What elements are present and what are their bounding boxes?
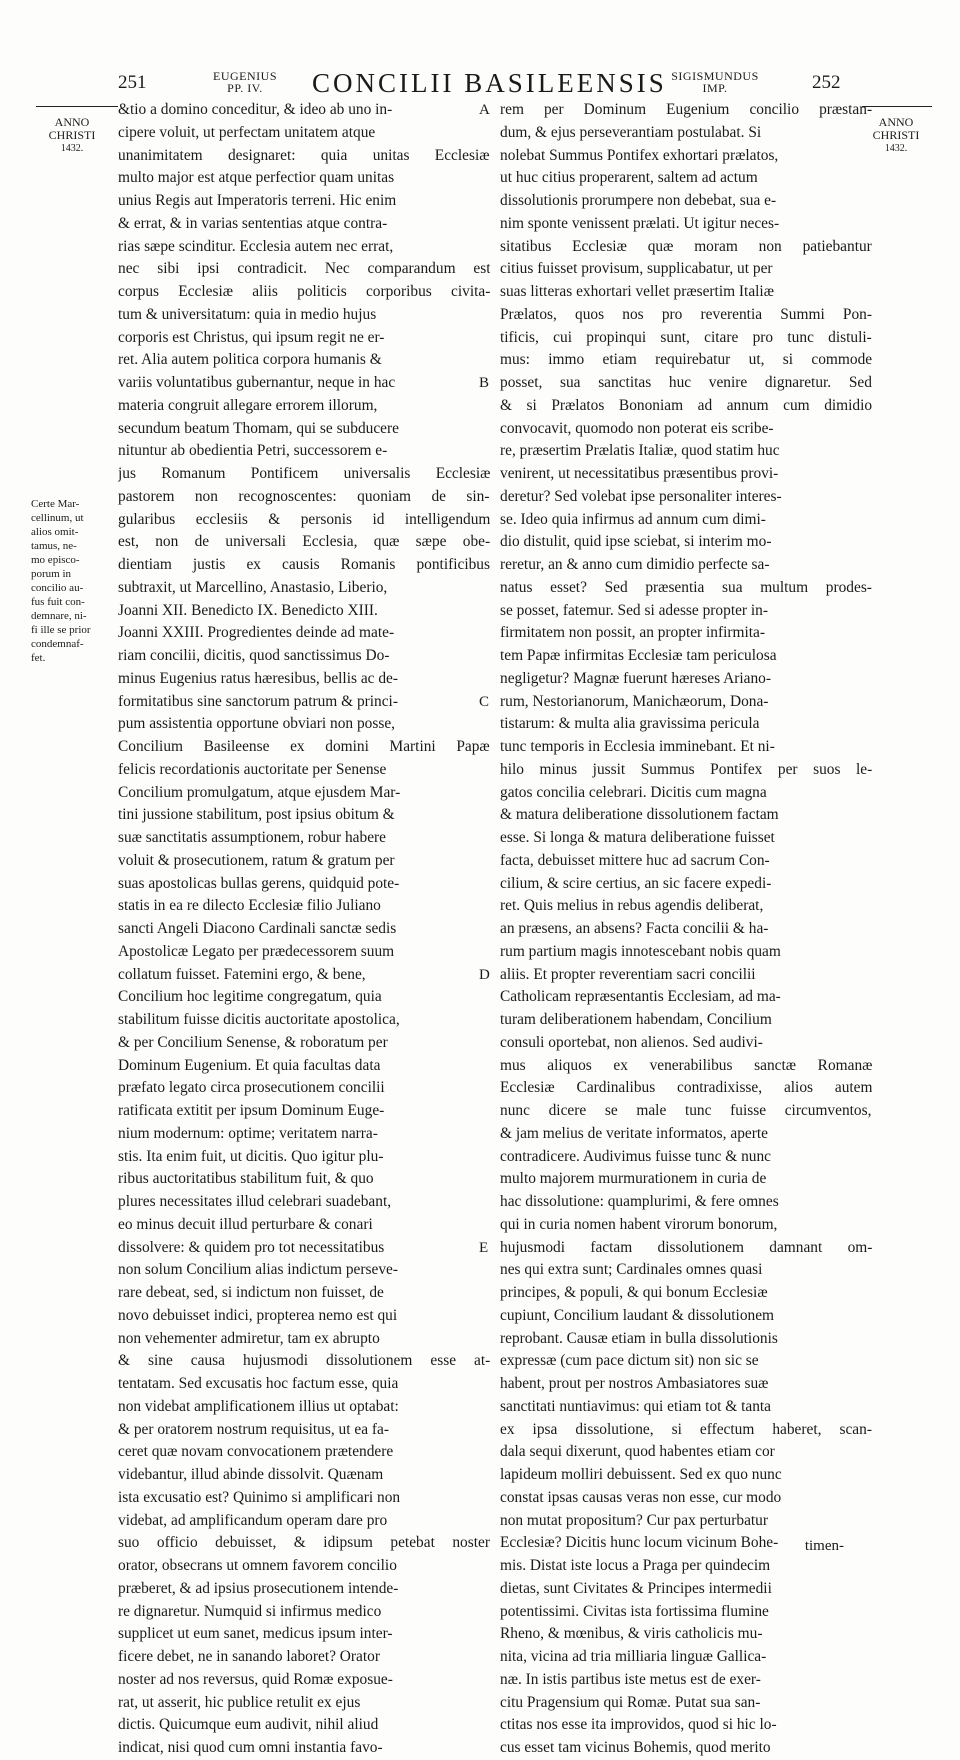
text-line: Rheno, & mœnibus, & viris catholicis mu-: [500, 1625, 763, 1643]
text-line: videbat, ad amplificandum operam dare pro: [118, 1511, 388, 1529]
text-line: & per Concilium Senense, & roboratum per: [118, 1033, 388, 1051]
text-line: cellinum, ut: [31, 512, 84, 524]
text-line: re, præsertim Prælatis Italiæ, quod statim huc: [500, 442, 780, 460]
text-line: ctitas nos esse ita improvidos, quod si hic lo-: [500, 1716, 777, 1734]
text-line: dissolvere: & quidem pro tot necessitatibus: [118, 1238, 385, 1256]
text-line: non mutat propositum? Cur pax perturbatur: [500, 1511, 768, 1529]
text-line: porum in: [31, 568, 72, 580]
text-line: plures necessitates illud celebrari suadebant,: [118, 1193, 392, 1210]
text-line: sitatibus Ecclesiæ quæ moram non patiebantur: [500, 237, 872, 255]
text-line: sanctitati nuntiavimus: qui etiam tot & tanta: [500, 1397, 771, 1415]
pope-number: PP. IV.: [227, 81, 263, 95]
text-line: Ecclesiæ? Dicitis hunc locum vicinum Bohe-: [500, 1534, 779, 1552]
text-line: mis. Distat iste locus a Praga per quindecim: [500, 1557, 771, 1574]
text-line: convocavit, quomodo non poterat eis scribe-: [500, 419, 774, 437]
page-number-right: 252: [812, 72, 841, 93]
text-line: mo episco-: [31, 554, 80, 566]
text-line: formitatibus sine sanctorum patrum & princi-: [118, 692, 398, 710]
text-line: collatum fuisset. Fatemini ergo, & bene,: [118, 965, 366, 983]
text-line: an præsens, an absens? Facta concilii & ha-: [500, 920, 769, 937]
text-line: cipere voluit, ut perfectam unitatem atque: [118, 123, 376, 141]
text-line: & matura deliberatione dissolutionem factam: [500, 806, 779, 824]
text-line: natus esset? Sed præsentia sua multum prodes-: [500, 578, 872, 596]
pope-heading: [200, 70, 290, 94]
text-line: tini jussione stabilitum, post ipsius obitum &: [118, 806, 395, 824]
text-line: ficere debet, ne in sanando laboret? Orator: [118, 1648, 380, 1665]
text-line: gatos concilia celebrari. Dicitis cum magna: [500, 783, 767, 801]
anno-label: ANNO: [54, 115, 90, 129]
text-line: & sine causa hujusmodi dissolutionem esse at-: [118, 1352, 490, 1370]
text-line: Concilium Basileense ex domini Martini Papæ: [118, 738, 490, 755]
christi-label: CHRISTI: [872, 128, 920, 142]
section-marker-c: C: [479, 694, 490, 710]
text-line: rare debeat, sed, si indictum non fuisset, de: [118, 1284, 384, 1301]
text-line: negligetur? Magnæ fuerunt hæreses Ariano-: [500, 669, 771, 687]
text-line: reretur, an & anno cum dimidio perfecte sa-: [500, 556, 770, 573]
text-line: contradicere. Audivimus fuisse tunc & nunc: [500, 1147, 771, 1165]
text-line: corporis est Christus, qui ipsum regit ne er-: [118, 328, 385, 346]
text-line: reprobant. Causæ etiam in bulla dissolutionis: [500, 1329, 778, 1347]
text-line: tum & universitatum: quia in medio hujus: [118, 305, 377, 323]
emperor-heading: [660, 70, 770, 94]
text-line: voluit & prosecutionem, ratum & gratum per: [118, 851, 395, 869]
text-line: esse. Si longa & matura deliberatione fuisset: [500, 829, 775, 846]
anno-year: 1432.: [884, 143, 908, 154]
text-line: tistarum: & multa alia gravissima pericula: [500, 715, 760, 733]
text-line: non solum Concilium alias indictum perseve-: [118, 1261, 398, 1279]
text-line: suo officio debuisset, & idipsum petebat noster: [118, 1534, 490, 1552]
text-line: deretur? Sed volebat ipse personaliter interes-: [500, 487, 782, 505]
text-line: hujusmodi factam dissolutionem damnant om-: [500, 1238, 872, 1256]
text-line: potentissimi. Civitas ista fortissima flumine: [500, 1602, 769, 1620]
section-marker-a: A: [479, 102, 490, 118]
text-line: fet.: [31, 652, 46, 664]
text-line: Dominum Eugenium. Et quia facultas data: [118, 1056, 381, 1074]
section-marker-b: B: [479, 375, 490, 391]
text-line: nolebat Summus Pontifex exhortari prælatos,: [500, 146, 779, 164]
text-line: minus Eugenius ratus hæresibus, bellis ac de-: [118, 669, 398, 687]
text-line: &tio a domino conceditur, & ideo ab uno in-: [118, 101, 393, 118]
text-line: lapideum molliri debuissent. Sed ex quo nunc: [500, 1466, 782, 1483]
pope-name: EUGENIUS: [213, 69, 277, 83]
text-line: novo debuisset indici, propterea nemo est qui: [118, 1306, 398, 1324]
text-line: tamus, ne-: [31, 540, 77, 552]
text-line: suas litteras exhortari vellet præsertim Italiæ: [500, 283, 774, 300]
text-line: rum partium magis innotescebant nobis quam: [500, 942, 781, 960]
text-line: est, non de universali Ecclesia, quæ sæpe obe-: [118, 533, 490, 551]
page-number-left: 251: [118, 72, 147, 93]
emperor-title: IMP.: [702, 81, 728, 95]
text-line: stis. Ita enim fuit, ut dicitis. Quo igitur plu-: [118, 1147, 384, 1165]
text-line: subtraxit, ut Marcellino, Anastasio, Liberio,: [118, 578, 388, 596]
text-line: & si Prælatos Bononiam ad annum cum dimidio: [500, 396, 872, 414]
running-title: CONCILII BASILEENSIS: [312, 68, 667, 98]
text-line: præfato legato circa prosecutionem concilii: [118, 1079, 385, 1097]
text-line: Joanni XII. Benedicto IX. Benedicto XIII.: [118, 601, 378, 619]
text-line: aliis. Et propter reverentiam sacri concilii: [500, 965, 756, 983]
text-line: se posset, fatemur. Sed si adesse propter in-: [500, 601, 768, 619]
section-marker-e: E: [479, 1240, 489, 1256]
text-column-left: [118, 99, 490, 1760]
text-line: tificis, cui propinqui sunt, citare pro tunc distuli-: [500, 328, 872, 346]
text-column-right: [500, 99, 872, 1760]
text-line: tunc temporis in Ecclesia imminebant. Et ni-: [500, 738, 775, 755]
text-line: nec sibi ipsi contradicit. Nec comparandum est: [118, 260, 490, 278]
text-line: facta, debuisset mittere huc ad sacrum Con-: [500, 851, 770, 869]
text-line: re dignaretur. Numquid si infirmus medico: [118, 1602, 382, 1620]
text-line: suas apostolicas bullas gerens, quidquid pote-: [118, 874, 400, 892]
text-line: consuli oportebat, non alienos. Sed audivi-: [500, 1033, 763, 1051]
text-line: nunc dicere se male tunc fuisse circumventos,: [500, 1102, 872, 1119]
text-line: materia congruit allegare errorem illorum,: [118, 396, 378, 414]
text-line: non vehementer admiretur, tam ex abrupto: [118, 1329, 380, 1347]
text-line: fi ille se prior: [31, 624, 91, 636]
text-line: firmitatem non possit, an propter infirmita-: [500, 624, 765, 642]
text-line: supplicet ut eum sanet, medicus ipsum inter-: [118, 1625, 393, 1643]
text-line: turam deliberationem habendam, Concilium: [500, 1011, 772, 1028]
text-line: eo minus decuit illud perturbare & conari: [118, 1215, 373, 1233]
text-line: cupiunt, Concilium laudant & dissolutionem: [500, 1306, 775, 1324]
text-line: cus esset tam vicinus Bohemis, quod merito: [500, 1739, 771, 1756]
marginal-note: [31, 497, 117, 665]
text-line: ret. Quis melius in rebus agendis deliberat,: [500, 897, 764, 915]
text-line: nita, vicina ad tria milliaria linguæ Gallica-: [500, 1648, 767, 1665]
text-line: non videbat amplificationem illius ut optabat:: [118, 1397, 399, 1415]
text-line: & per oratorem nostrum requisitus, ut ea fa-: [118, 1420, 389, 1438]
text-line: expressæ (cum pace dictum sit) non sic se: [500, 1352, 759, 1370]
text-line: orator, obsecrans ut omnem favorem concilio: [118, 1557, 397, 1574]
text-line: tem Papæ infirmitas Ecclesiæ tam periculosa: [500, 647, 777, 664]
text-line: nim sponte venissent prælati. Ut igitur neces-: [500, 214, 780, 232]
text-line: Prælatos, quos nos pro reverentia Summi Pon-: [500, 305, 872, 323]
text-line: ut huc citius properarent, saltem ad actum: [500, 169, 758, 187]
text-line: multo majorem murmurationem in curia de: [500, 1170, 767, 1188]
text-line: demnare, ni-: [31, 610, 87, 622]
text-line: Catholicam repræsentantis Ecclesiam, ad ma-: [500, 988, 781, 1006]
text-line: suæ sanctitatis assumptionem, robur habere: [118, 829, 386, 846]
text-line: mus: immo etiam requirebatur ut, si commode: [500, 351, 872, 369]
text-line: tentatam. Sed excusatis hoc factum esse, quia: [118, 1375, 399, 1392]
text-line: citius fuisset provisum, supplicabatur, ut per: [500, 260, 773, 278]
text-line: & errat, & in varias sententias atque contra-: [118, 214, 388, 232]
text-line: ret. Alia autem politica corpora humanis &: [118, 351, 382, 369]
text-line: principes, & populi, & qui bonum Ecclesiæ: [500, 1284, 768, 1301]
text-line: se. Ideo quia infirmus ad annum cum dimi-: [500, 510, 766, 528]
margin-rule-left: [36, 106, 118, 107]
text-line: dietas, sunt Civitates & Principes intermedii: [500, 1579, 772, 1597]
text-line: rias sæpe scinditur. Ecclesia autem nec errat,: [118, 237, 394, 255]
anno-year: 1432.: [60, 143, 84, 154]
text-line: condemnaf-: [31, 638, 84, 650]
text-line: præberet, & ad ipsius prosecutionem intende-: [118, 1579, 399, 1597]
text-line: cilium, & scire certius, an sic facere expedi-: [500, 874, 772, 892]
text-line: dientiam justis ex causis Romanis pontificibus: [118, 556, 490, 573]
text-line: noster ad nos reversus, quid Romæ exposue-: [118, 1670, 393, 1688]
text-line: ex ipsa dissolutione, si effectum haberet, scan-: [500, 1420, 872, 1438]
text-line: multo major est atque perfectior quam unitas: [118, 169, 395, 187]
text-line: dio distulit, quid ipse sciebat, si interim mo-: [500, 533, 772, 551]
text-line: pum assistentia opportune obviari non posse,: [118, 715, 395, 733]
text-line: jus Romanum Pontificem universalis Ecclesiæ: [118, 465, 490, 482]
text-line: unanimitatem designaret: quia unitas Ecclesiæ: [118, 146, 490, 164]
text-line: ceret quæ novam convocationem prætendere: [118, 1443, 394, 1461]
text-line: Concilium promulgatum, atque ejusdem Mar-: [118, 783, 401, 801]
text-line: stabilitum fuisse dicitis auctoritate apostolica,: [118, 1011, 400, 1028]
text-line: unius Regis aut Imperatoris terreni. Hic enim: [118, 192, 397, 209]
christi-label: CHRISTI: [48, 128, 96, 142]
text-line: Concilium hoc legitime congregatum, quia: [118, 988, 382, 1006]
text-line: posset, sua sanctitas huc venire dignaretur. Sed: [500, 374, 872, 391]
text-line: sancti Angeli Diacono Cardinali sanctæ sedis: [118, 920, 397, 937]
text-line: rum, Nestorianorum, Manichæorum, Dona-: [500, 692, 769, 710]
anno-christi-left: [30, 116, 114, 155]
text-line: indicat, nisi quod cum omni instantia favo-: [118, 1739, 383, 1756]
emperor-name: SIGISMUNDUS: [671, 69, 759, 83]
text-line: secundum beatum Thomam, qui se subducere: [118, 419, 399, 437]
text-line: fus fuit con-: [31, 596, 85, 608]
text-line: rem per Dominum Eugenium concilio præstan-: [500, 101, 872, 118]
text-line: dissolutionis prorumpere non debebat, sua e-: [500, 192, 777, 209]
text-line: qui in curia nomen habent virorum bonorum,: [500, 1215, 778, 1233]
text-line: & jam melius de veritate informatos, aperte: [500, 1124, 768, 1142]
text-line: dictis. Quicumque eum audivit, nihil aliud: [118, 1716, 379, 1734]
text-line: dala sequi dixerunt, quod habentes etiam cor: [500, 1443, 775, 1461]
text-line: næ. In istis partibus iste metus est de exer-: [500, 1670, 761, 1688]
text-line: gularibus ecclesiis & personis id intelligendum: [118, 510, 490, 528]
text-line: constat ipsas causas veras non esse, cur modo: [500, 1488, 782, 1506]
text-line: rat, ut asserit, hic publice retulit ex ejus: [118, 1693, 361, 1711]
text-line: riam concilii, dicitis, quod sanctissimus Do-: [118, 647, 390, 664]
catchword: timen-: [804, 1538, 844, 1554]
text-line: dum, & ejus perseverantiam postulabat. Si: [500, 123, 762, 141]
text-line: ratificata extitit per ipsum Dominum Euge-: [118, 1102, 385, 1119]
margin-rule-right: [862, 106, 932, 107]
text-line: nium modernum: optime; veritatem narra-: [118, 1124, 378, 1142]
text-line: ribus auctoritatibus stabilitum fuit, & quo: [118, 1170, 374, 1188]
text-line: videbantur, illud abinde dissolvit. Quænam: [118, 1466, 384, 1483]
text-line: statis in ea re dilecto Ecclesiæ filio Juliano: [118, 897, 381, 915]
text-line: Ecclesiæ Cardinalibus contradixisse, alios autem: [500, 1079, 872, 1097]
text-line: variis voluntatibus gubernantur, neque in hac: [118, 374, 396, 391]
text-line: nes qui extra sunt; Cardinales omnes quasi: [500, 1261, 763, 1279]
text-line: nituntur ab obedientia Petri, successorem e-: [118, 442, 388, 460]
section-marker-d: D: [479, 967, 490, 983]
text-line: mus aliquos ex venerabilibus sanctæ Romanæ: [500, 1056, 872, 1074]
text-line: alios omit-: [31, 526, 79, 538]
text-line: corpus Ecclesiæ aliis politicis corporibus civita-: [118, 283, 490, 300]
text-line: pastorem non recognoscentes: quoniam de sin-: [118, 487, 490, 505]
text-line: venirent, ut necessitatibus præsentibus provi-: [500, 465, 779, 482]
text-line: hilo minus jussit Summus Pontifex per suos le-: [500, 760, 872, 778]
text-line: citu Pragensium qui Romæ. Putat sua san-: [500, 1693, 761, 1711]
text-line: ista excusatio est? Quinimo si amplificari non: [118, 1488, 401, 1506]
anno-label: ANNO: [878, 115, 914, 129]
text-line: Certe Mar-: [31, 498, 80, 510]
text-line: Joanni XXIII. Progredientes deinde ad mate-: [118, 624, 395, 642]
text-line: felicis recordationis auctoritate per Senense: [118, 760, 387, 778]
text-line: Apostolicæ Legato per prædecessorem suum: [118, 942, 395, 960]
text-line: hac dissolutione: quamplurimi, & fere omnes: [500, 1193, 779, 1210]
text-line: concilio au-: [31, 582, 84, 594]
text-line: habent, prout per nostros Ambasiatores suæ: [500, 1375, 769, 1392]
